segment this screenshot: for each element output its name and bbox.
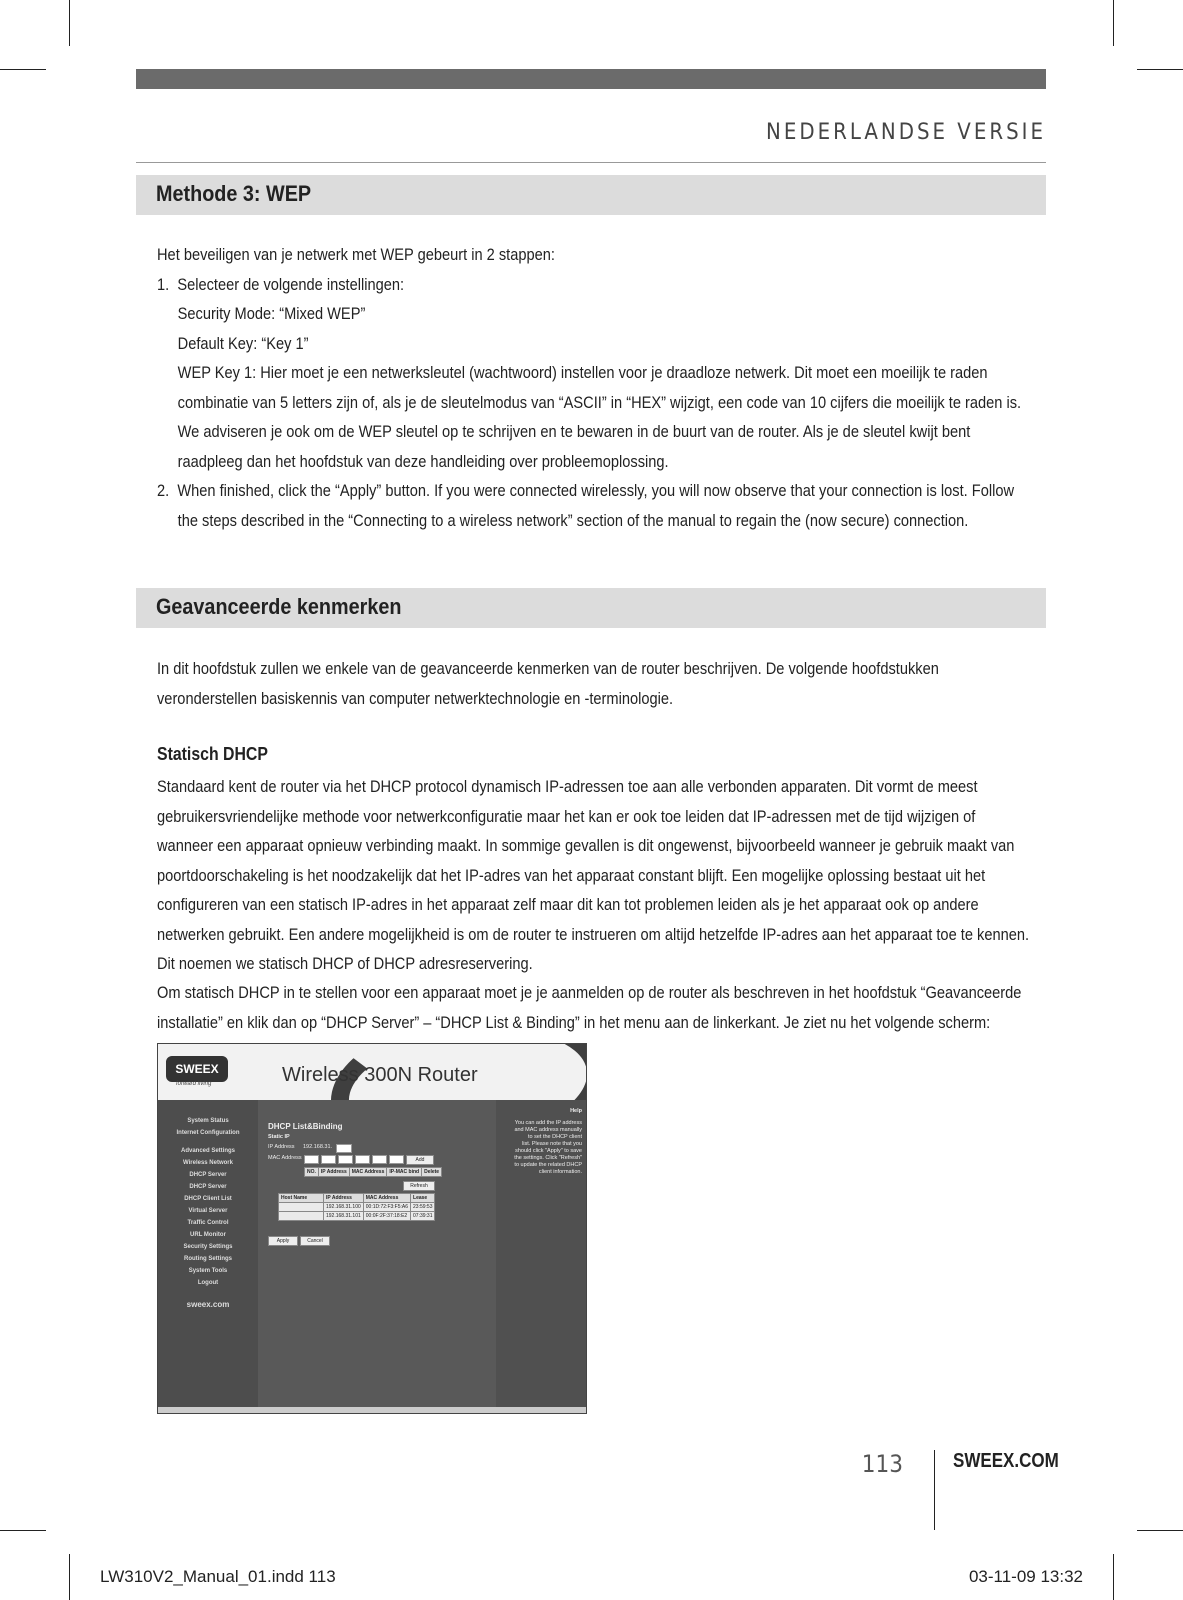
help-line: should click "Apply" to save <box>515 1148 582 1154</box>
router-title: Wireless 300N Router <box>282 1064 478 1086</box>
ip-address-label: IP Address <box>268 1144 295 1150</box>
help-line: and MAC address manually <box>514 1127 582 1133</box>
section-heading-wep <box>136 175 1046 215</box>
wep-key-line: WEP Key 1: Hier moet je een netwerksleutel (wachtwoord) instellen voor je draadloze netwerk. Dit moet een moeilijk te raden combinatie van 5 letters zijn of, als je de sleutelmodus van “ASCII” in “HEX” wijzigt, een code van 10 cijfers die moeilijk te raden is. We adviseren je ook om de WEP sleutel op te schrijven en te bewaren in de buurt van de router. Als je de sleutel kwijt bent raadpleeg dan het hoofdstuk van deze handleiding over probleemoplossing. <box>177 363 1022 471</box>
footer-divider <box>934 1450 935 1530</box>
menu-item[interactable]: Security Settings <box>183 1244 233 1250</box>
panel-title: DHCP List&Binding <box>268 1122 343 1131</box>
router-help-panel <box>496 1100 586 1413</box>
client-ip: 192.168.31.100 <box>324 1203 364 1212</box>
help-label: Help <box>570 1108 582 1114</box>
security-mode-line: Security Mode: “Mixed WEP” <box>177 304 366 323</box>
menu-item[interactable]: Internet Configuration <box>176 1130 240 1136</box>
section-title: Geavanceerde kenmerken <box>156 594 402 619</box>
help-line: the settings. Click "Refresh" <box>514 1155 582 1161</box>
apply-button[interactable]: Apply <box>268 1236 298 1246</box>
menu-item[interactable]: Logout <box>197 1280 219 1286</box>
menu-item[interactable]: Virtual Server <box>188 1208 228 1214</box>
page-number: 113 <box>861 1450 903 1478</box>
static-ip-label: Static IP <box>268 1134 290 1140</box>
add-button[interactable]: Add <box>406 1155 434 1165</box>
ip-input[interactable] <box>336 1144 352 1153</box>
client-table <box>278 1193 435 1221</box>
client-host <box>279 1203 324 1212</box>
crop-mark <box>0 69 46 70</box>
menu-item[interactable]: Routing Settings <box>184 1256 232 1262</box>
router-header <box>158 1044 586 1100</box>
header-rule <box>136 162 1046 163</box>
menu-item[interactable]: System Status <box>187 1118 229 1124</box>
section-heading-advanced <box>136 588 1046 628</box>
date-slug: 03-11-09 13:32 <box>968 1567 1083 1586</box>
wep-body <box>157 240 1034 535</box>
logo-tagline: forward living <box>176 1081 212 1087</box>
sweex-logo: SWEEX <box>166 1056 228 1082</box>
mac-input-4[interactable] <box>355 1155 370 1164</box>
section-title: Methode 3: WEP <box>156 181 312 206</box>
binding-header: MAC Address <box>349 1168 387 1177</box>
help-line: client information. <box>538 1169 582 1175</box>
menu-item[interactable]: Traffic Control <box>187 1220 229 1226</box>
router-menu <box>158 1100 258 1413</box>
mac-input-2[interactable] <box>321 1155 336 1164</box>
mac-address-label: MAC Address <box>268 1155 302 1161</box>
advanced-intro <box>157 654 1034 713</box>
table-row <box>279 1212 435 1221</box>
help-line: list. Please note that you <box>522 1141 582 1147</box>
menu-item[interactable]: DHCP Server <box>189 1184 227 1190</box>
wep-step-2: 2. When finished, click the “Apply” button. If you were connected wirelessly, you will now observe that your connection is lost. Follow the steps described in the “Connecting to a wireless network” section of the manual to regain the (now secure) connection. <box>157 481 1015 530</box>
ip-prefix: 192.168.31. <box>303 1144 333 1150</box>
advanced-intro-text: In dit hoofdstuk zullen we enkele van de geavanceerde kenmerken van de router beschrijven. De volgende hoofdstukken veronderstellen basiskennis van computer netwerktechnologie en -terminologie. <box>157 659 939 708</box>
table-row <box>279 1203 435 1212</box>
file-slug: LW310V2_Manual_01.indd 113 <box>100 1567 336 1586</box>
static-dhcp-instructions: Om statisch DHCP in te stellen voor een apparaat moet je je aanmelden op de router als beschreven in het hoofdstuk “Geavanceerde installatie” en klik dan op “DHCP Server” – “DHCP List & Binding” in het menu aan de linkerkant. Je ziet nu het volgende scherm: <box>157 983 1022 1032</box>
header-bar <box>136 69 1046 89</box>
menu-item[interactable]: DHCP Server <box>189 1172 227 1178</box>
menu-item[interactable]: Advanced Settings <box>180 1148 235 1154</box>
static-dhcp-para-2 <box>157 978 1034 1037</box>
binding-table <box>304 1167 442 1177</box>
help-line: to update the related DHCP <box>514 1162 582 1168</box>
mac-input-3[interactable] <box>338 1155 353 1164</box>
language-header: NEDERLANDSE VERSIE <box>766 120 1046 145</box>
horizontal-scrollbar[interactable] <box>158 1407 586 1413</box>
mac-input-6[interactable] <box>389 1155 404 1164</box>
menu-item[interactable]: DHCP Client List <box>184 1196 232 1202</box>
client-lease: 07:39:31 <box>411 1212 435 1221</box>
crop-mark <box>1137 69 1183 70</box>
mac-input-1[interactable] <box>304 1155 319 1164</box>
router-screenshot <box>157 1043 587 1414</box>
client-ip: 192.168.31.101 <box>324 1212 364 1221</box>
client-lease: 23:59:53 <box>411 1203 435 1212</box>
client-mac: 00:1D:72:F3:F5:A6 <box>363 1203 410 1212</box>
binding-header: Delete <box>422 1168 442 1177</box>
cancel-button[interactable]: Cancel <box>300 1236 330 1246</box>
binding-header: IP Address <box>318 1168 349 1177</box>
menu-item[interactable]: System Tools <box>188 1268 228 1274</box>
static-dhcp-para-1 <box>157 772 1034 979</box>
client-header: Host Name <box>279 1194 324 1203</box>
help-line: You can add the IP address <box>514 1120 582 1126</box>
help-line: to set the DHCP client <box>527 1134 582 1140</box>
client-header: Lease <box>411 1194 435 1203</box>
crop-mark <box>69 0 70 46</box>
brand-url: SWEEX.COM <box>953 1450 1059 1472</box>
wep-intro: Het beveiligen van je netwerk met WEP gebeurt in 2 stappen: <box>157 245 555 264</box>
client-header: IP Address <box>324 1194 364 1203</box>
site-link[interactable]: sweex.com <box>186 1300 230 1309</box>
crop-mark <box>1113 0 1114 46</box>
client-header: MAC Address <box>363 1194 410 1203</box>
crop-mark <box>0 1530 46 1531</box>
crop-mark <box>1113 1554 1114 1600</box>
binding-header: IP-MAC bind <box>387 1168 422 1177</box>
binding-header: NO. <box>305 1168 319 1177</box>
router-main-panel <box>258 1100 496 1413</box>
default-key-line: Default Key: “Key 1” <box>177 333 309 353</box>
static-dhcp-heading: Statisch DHCP <box>157 744 268 764</box>
mac-input-5[interactable] <box>372 1155 387 1164</box>
menu-item[interactable]: Wireless Network <box>183 1160 233 1166</box>
client-host <box>279 1212 324 1221</box>
crop-mark <box>1137 1530 1183 1531</box>
client-mac: 00:0F:2F:37:18:E2 <box>363 1212 410 1221</box>
menu-item[interactable]: URL Monitor <box>190 1232 226 1238</box>
refresh-button[interactable]: Refresh <box>403 1181 435 1191</box>
wep-step-1: 1. Selecteer de volgende instellingen: <box>157 274 405 294</box>
static-dhcp-text: Standaard kent de router via het DHCP protocol dynamisch IP-adressen toe aan alle verbonden apparaten. Dit vormt de meest gebruikersvriendelijke methode voor netwerkconfiguratie maar het kan er ook toe leiden dat IP-adressen met de tijd wijzigen of wanneer een apparaat opnieuw verbinding maakt. In sommige gevallen is dit ongewenst, bijvoorbeeld wanneer je gebruik maakt van poortdoorschakeling is het noodzakelijk dat het IP-adres van het apparaat constant blijft. Een mogelijke oplossing bestaat uit het configureren van een statisch IP-adres in het apparaat zelf maar dit kan tot problemen leiden als je het apparaat ook op andere netwerken gebruikt. Een andere mogelijkheid is om de router te instrueren om altijd hetzelfde IP-adres aan het apparaat toe te kennen. Dit noemen we statisch DHCP of DHCP adresreservering. <box>157 777 1030 973</box>
crop-mark <box>69 1554 70 1600</box>
